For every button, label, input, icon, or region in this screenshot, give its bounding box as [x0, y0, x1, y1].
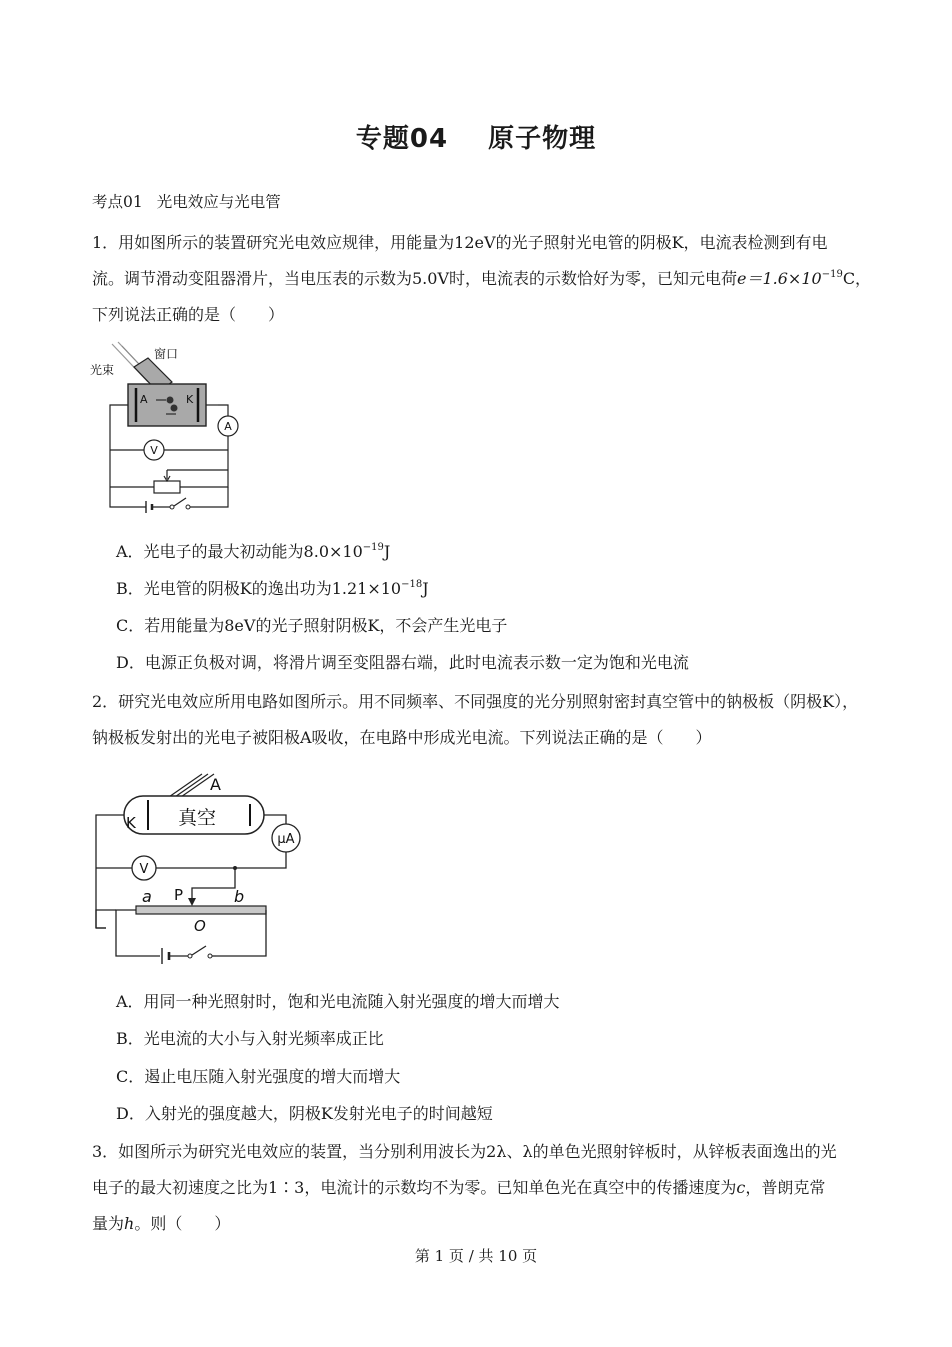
q2-wire-rheostat-right	[216, 910, 266, 956]
q3-line3: 量为h。则（ ）	[92, 1214, 231, 1233]
q1-cathode-label: K	[186, 393, 194, 406]
q2-wire-loop	[96, 910, 116, 928]
q2-slider-arrow	[188, 898, 196, 906]
q2-switch-pivot	[188, 954, 192, 958]
q2-microammeter-label: μA	[277, 832, 295, 847]
q1-switch-pivot	[170, 505, 174, 509]
section-name: 光电效应与光电管	[156, 193, 281, 211]
section-label: 考点01	[92, 193, 143, 211]
q2-midpoint-label: O	[194, 917, 206, 935]
q2-vacuum-label: 真空	[178, 807, 217, 829]
title-prefix: 专题04	[355, 124, 449, 154]
q2-option-b: B．光电流的大小与入射光频率成正比	[116, 1029, 384, 1048]
q1-voltmeter-label: V	[150, 444, 158, 457]
q1-formula: e＝1.6×10	[737, 269, 822, 288]
page-footer: 第 1 页 / 共 10 页	[414, 1247, 538, 1265]
q2-end-a-label: a	[142, 887, 152, 906]
q1-wire-ammeter-down	[198, 436, 228, 487]
q1-option-d: D．电源正负极对调，将滑片调至变阻器右端，此时电流表示数一定为饱和光电流	[116, 653, 689, 672]
q1-electron	[171, 405, 178, 412]
q2-voltmeter-label: V	[139, 862, 149, 877]
q3-line2: 电子的最大初速度之比为1∶3，电流计的示数均不为零。已知单色光在真空中的传播速度为c，普朗克常	[92, 1178, 826, 1197]
q2-option-a: A．用同一种光照射时，饱和光电流随入射光强度的增大而增大	[116, 992, 560, 1011]
q2-anode-label: A	[210, 775, 221, 794]
q1-circuit-figure	[88, 342, 248, 522]
q2-line2: 钠极板发射出的光电子被阳极A吸收，在电路中形成光电流。下列说法正确的是（ ）	[92, 728, 712, 747]
q1-light-label: 光束	[90, 363, 115, 377]
q1-wire-switch	[190, 487, 228, 507]
q3-line1: 3．如图所示为研究光电效应的装置，当分别利用波长为2λ、λ的单色光照射锌板时，从锌板表面逸出的光	[92, 1142, 837, 1161]
q2-wire-rheostat-left	[116, 910, 160, 956]
q2-slider-wire	[192, 868, 235, 902]
q3-symbol-h: h	[124, 1214, 135, 1233]
q3-symbol-c: c	[736, 1178, 746, 1197]
q2-line1: 2．研究光电效应所用电路如图所示。用不同频率、不同强度的光分别照射密封真空管中的钠极板（阴极K），	[92, 692, 859, 711]
q1-wire-ammeter	[218, 405, 228, 416]
q2-option-c: C．遏止电压随入射光强度的增大而增大	[116, 1067, 401, 1086]
q1-line3: 下列说法正确的是（ ）	[92, 305, 285, 324]
q1-switch-contact	[186, 505, 190, 509]
q2-rheostat	[136, 906, 266, 914]
q1-rheostat	[154, 481, 180, 493]
q1-electron	[167, 397, 174, 404]
section-heading	[92, 190, 281, 212]
q3-stem	[92, 1134, 872, 1242]
q1-window-label: 窗口	[154, 347, 179, 361]
q1-line1: 1．用如图所示的装置研究光电效应规律，用能量为12eV的光子照射光电管的阴极K，电流表检测到有电	[92, 233, 828, 252]
q1-option-b: B．光电管的阴极K的逸出功为$1.21\times 10^{-18}J$	[116, 579, 429, 598]
q2-switch-blade	[192, 946, 206, 955]
q2-slider-label: P	[174, 886, 184, 904]
q1-line2: 流。调节滑动变阻器滑片，当电压表的示数为5.0V时，电流表的示数恰好为零，已知元电荷$e=1.6\times 10^{-19}C$，	[92, 269, 872, 288]
q2-option-d: D．入射光的强度越大，阴极K发射光电子的时间越短	[116, 1104, 493, 1123]
q2-circuit-figure	[92, 770, 307, 970]
q1-switch-blade	[174, 498, 186, 506]
title-main: 原子物理	[488, 124, 597, 154]
q2-wire-microammeter	[235, 852, 286, 868]
q2-wire-left	[96, 815, 124, 928]
q2-end-b-label: b	[234, 887, 245, 906]
q1-stem	[92, 225, 872, 333]
q1-ammeter-label: A	[224, 420, 232, 433]
page-title	[0, 118, 952, 155]
q1-anode-label: A	[140, 393, 148, 406]
q2-switch-contact	[208, 954, 212, 958]
q2-cathode-label: K	[126, 814, 136, 832]
q2-stem	[92, 684, 872, 756]
q1-option-c: C．若用能量为8eV的光子照射阴极K，不会产生光电子	[116, 616, 508, 635]
q1-option-a: A．光电子的最大初动能为$8.0\times 10^{-19}J$	[116, 542, 391, 561]
